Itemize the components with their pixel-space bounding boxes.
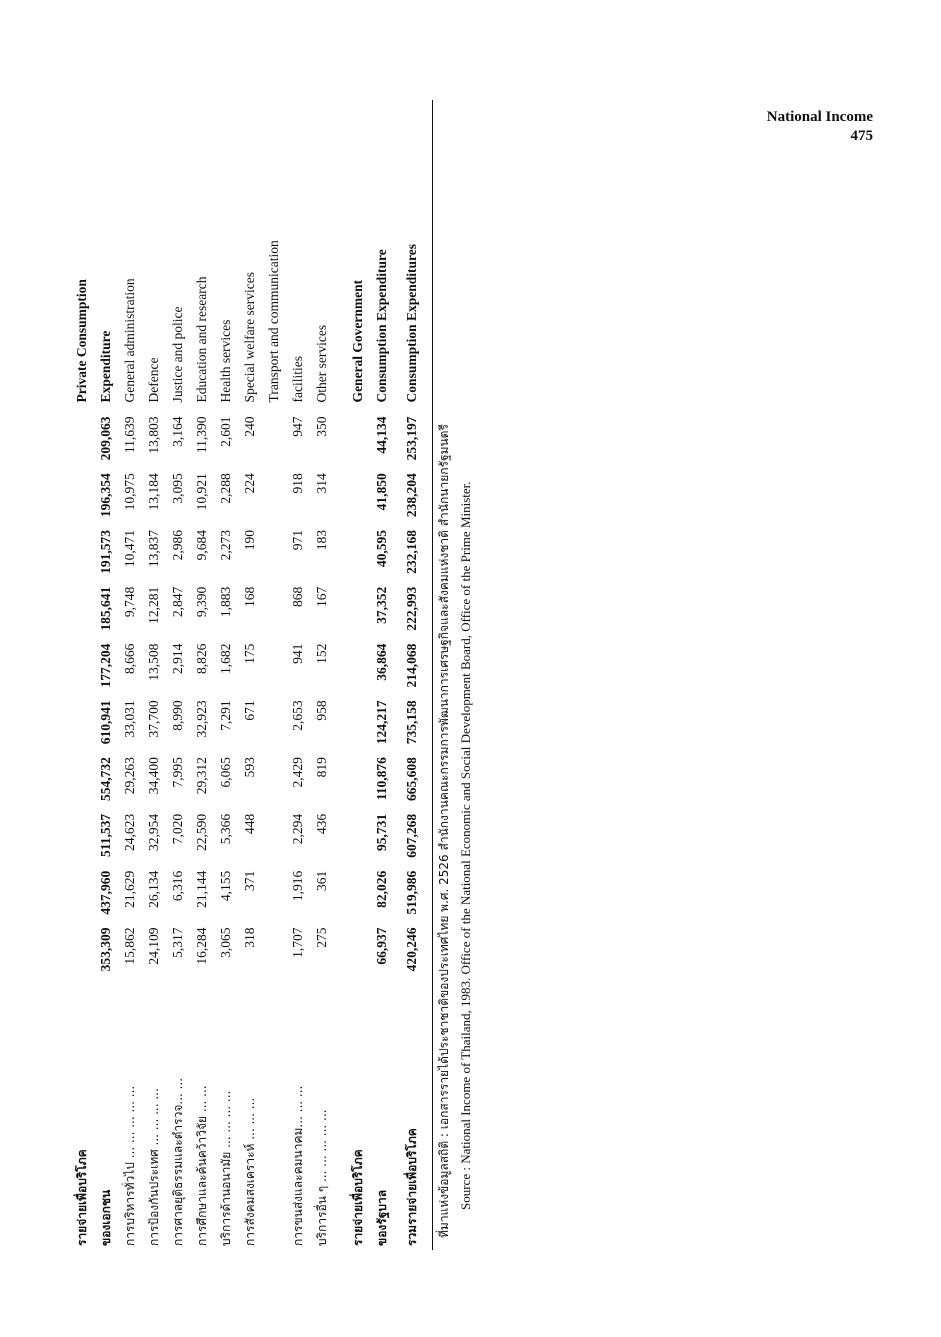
table-cell: 436 (314, 813, 329, 835)
table-cell: 11,639 (122, 416, 137, 454)
table-cell: 819 (314, 757, 329, 778)
table-cell: 222,993 (404, 586, 419, 631)
row-label-english: Private Consumption (74, 279, 89, 403)
table-cell: 9,748 (122, 586, 137, 618)
table-row (286, 100, 310, 1250)
table-cell (262, 867, 286, 924)
table-cell: 2,273 (218, 530, 233, 561)
table-cell: 185,641 (98, 586, 113, 631)
table-cell: 13,184 (146, 473, 161, 511)
table-cell: 610,941 (98, 700, 113, 745)
table-row (70, 100, 94, 1250)
table-cell: 29,312 (194, 757, 209, 795)
row-label-thai: การสังคมสงเคราะห์ ... ... ... (242, 1097, 257, 1246)
table-row (262, 100, 286, 1250)
table-cell: 361 (314, 870, 329, 891)
table-cell (262, 810, 286, 867)
table-row (94, 100, 118, 1250)
table-cell: 665,608 (404, 757, 419, 801)
table-row (190, 100, 214, 1250)
table-row (118, 100, 142, 1250)
spacer-row (334, 100, 346, 1250)
table-cell: 37,352 (374, 586, 389, 624)
table-cell: 177,204 (98, 643, 113, 688)
table-cell: 554,732 (98, 757, 113, 801)
table-cell (346, 412, 370, 469)
table-cell: 593 (242, 757, 257, 778)
table-cell: 9,390 (194, 586, 209, 618)
table-cell (70, 640, 94, 697)
table-cell: 1,883 (218, 586, 233, 618)
table-cell: 9,684 (194, 530, 209, 561)
table-row (142, 100, 166, 1250)
row-label-thai: การบริหารทั่วไป ... ... ... ... ... (122, 1085, 137, 1246)
table-cell: 314 (314, 473, 329, 494)
table-cell: 224 (242, 473, 257, 494)
table-cell (346, 696, 370, 753)
table-cell: 190 (242, 530, 257, 551)
table-cell: 868 (290, 586, 305, 608)
row-label-thai: บริการอื่น ๆ ... ... ... ... ... (314, 1109, 329, 1246)
table-row (370, 100, 394, 1250)
table-cell (70, 412, 94, 469)
table-cell: 12,281 (146, 586, 161, 624)
table-cell: 275 (314, 927, 329, 948)
table-cell (70, 867, 94, 924)
table-cell (346, 867, 370, 924)
table-cell: 33,031 (122, 700, 137, 738)
table-cell: 2,294 (290, 813, 305, 845)
table-cell (262, 412, 286, 469)
row-label-english: Education and research (194, 276, 209, 403)
row-label-english: Expenditure (98, 330, 113, 403)
table-cell: 4,155 (218, 870, 233, 902)
table-row (238, 100, 262, 1250)
table-cell: 24,623 (122, 813, 137, 852)
table-cell: 175 (242, 643, 257, 664)
row-label-thai (262, 980, 286, 1250)
table-cell: 41,850 (374, 473, 389, 511)
table-cell (346, 923, 370, 980)
table-cell: 29,263 (122, 757, 137, 795)
row-label-thai: การขนส่งและคมนาคม... ... ... (290, 1085, 305, 1246)
table-cell (70, 469, 94, 526)
table-cell: 124,217 (374, 700, 389, 745)
table-cell: 6,065 (218, 757, 233, 788)
table-cell (346, 469, 370, 526)
running-title: National Income (766, 109, 873, 125)
table-body (70, 100, 424, 1250)
table-cell: 21,144 (194, 870, 209, 908)
table-cell: 350 (314, 416, 329, 437)
table-row (346, 100, 370, 1250)
row-label-english: Defence (146, 357, 161, 403)
table-cell: 13,508 (146, 643, 161, 681)
row-label-english: Justice and police (170, 306, 185, 403)
table-cell: 40,595 (374, 530, 389, 568)
table-row (310, 100, 334, 1250)
table-cell: 947 (290, 416, 305, 437)
table-cell: 2,986 (170, 530, 185, 561)
table-cell (70, 753, 94, 810)
footnote-thai: ที่มาแห่งข้อมูลสถิติ : เอกสารรายได้ประชาชาติของประเทศไทย พ.ศ. 2526 สำนักงานคณะกรรมการพัฒนาการเศรษฐกิจและสังคมแห่งชาติ สำนักนายกรัฐมนตรี (437, 424, 451, 1238)
table-cell (262, 696, 286, 753)
table-cell: 8,990 (170, 700, 185, 731)
table-cell: 318 (242, 927, 257, 948)
row-label-english: Consumption Expenditure (374, 249, 389, 403)
table-row (214, 100, 238, 1250)
table-cell: 22,590 (194, 813, 209, 852)
row-label-thai: บริการด้านอนามัย ... ... ... ... (218, 1090, 233, 1246)
table-row (166, 100, 190, 1250)
table-cell: 11,390 (194, 416, 209, 454)
table-cell: 36,864 (374, 643, 389, 681)
table-cell: 7,291 (218, 700, 233, 731)
table-cell: 24,109 (146, 927, 161, 965)
row-label-thai: รายจ่ายเพื่อบริโภค (350, 1149, 365, 1246)
footnote-english: Source : National Income of Thailand, 1983. Office of the National Economic and Social Development Board, Office of the Prime Minister. (458, 481, 473, 1210)
table-cell (262, 526, 286, 583)
table-cell (346, 640, 370, 697)
table-cell: 3,164 (170, 416, 185, 447)
table-cell: 8,826 (194, 643, 209, 674)
table-cell: 82,026 (374, 870, 389, 908)
table-cell: 3,095 (170, 473, 185, 504)
table-cell: 167 (314, 586, 329, 608)
table-cell: 2,914 (170, 643, 185, 674)
table-cell: 10,471 (122, 530, 137, 568)
table-cell: 353,309 (98, 927, 113, 972)
table-cell (262, 753, 286, 810)
table-cell: 2,429 (290, 757, 305, 788)
table-cell: 10,921 (194, 473, 209, 511)
table-cell (70, 696, 94, 753)
table-cell: 918 (290, 473, 305, 494)
table-cell: 168 (242, 586, 257, 608)
row-label-thai: ของเอกชน (98, 1189, 113, 1246)
row-label-thai: รายจ่ายเพื่อบริโภค (74, 1149, 89, 1246)
table-cell: 110,876 (374, 757, 389, 801)
table-cell: 3,065 (218, 927, 233, 958)
table-cell: 511,537 (98, 813, 113, 858)
table-cell: 7,020 (170, 813, 185, 845)
rotated-content (70, 100, 590, 1250)
table-cell: 2,601 (218, 416, 233, 447)
row-label-thai: การป้องกันประเทศ ... ... ... ... (146, 1088, 161, 1246)
row-label-thai: ของรัฐบาล (374, 1189, 389, 1246)
table-cell: 971 (290, 530, 305, 551)
table-cell: 13,837 (146, 530, 161, 568)
table-cell: 437,960 (98, 870, 113, 915)
table-cell (70, 810, 94, 867)
table-cell: 448 (242, 813, 257, 835)
table-cell: 21,629 (122, 870, 137, 908)
table-cell: 32,923 (194, 700, 209, 738)
table-cell (346, 810, 370, 867)
table-cell: 238,204 (404, 473, 419, 518)
page-header (767, 108, 873, 146)
table-cell: 7,995 (170, 757, 185, 788)
table-cell (70, 526, 94, 583)
row-label-english: Consumption Expenditures (404, 244, 419, 403)
table-cell: 958 (314, 700, 329, 721)
table-cell: 32,954 (146, 813, 161, 852)
table-cell: 37,700 (146, 700, 161, 738)
table-cell (262, 640, 286, 697)
table-cell: 191,573 (98, 530, 113, 574)
table-cell: 2,653 (290, 700, 305, 731)
row-label-english: Other services (314, 324, 329, 403)
table-cell (262, 469, 286, 526)
table-cell: 95,731 (374, 813, 389, 852)
row-label-thai: การศาลยุติธรรมและตำรวจ... ... (170, 1077, 185, 1246)
table-cell: 26,134 (146, 870, 161, 908)
row-label-english: Special welfare services (242, 272, 257, 403)
table-cell: 5,366 (218, 813, 233, 845)
row-label-english: General administration (122, 278, 137, 403)
table-cell: 1,916 (290, 870, 305, 902)
table-cell: 1,682 (218, 643, 233, 674)
table-cell (70, 583, 94, 640)
table-cell: 209,063 (98, 416, 113, 461)
table-cell (70, 923, 94, 980)
table-cell: 941 (290, 643, 305, 664)
table-cell (262, 923, 286, 980)
table-cell: 10,975 (122, 473, 137, 511)
table-row (394, 100, 424, 1250)
table-cell: 2,288 (218, 473, 233, 504)
table-cell: 240 (242, 416, 257, 437)
table-cell (346, 583, 370, 640)
consumption-table (70, 100, 424, 1250)
table-cell: 371 (242, 870, 257, 891)
row-label-english: General Government (350, 279, 365, 403)
table-cell: 607,268 (404, 813, 419, 858)
table-cell: 6,316 (170, 870, 185, 902)
row-label-english: Transport and communication (266, 240, 281, 403)
row-label-english: Health services (218, 319, 233, 403)
table-cell: 1,707 (290, 927, 305, 958)
table-cell: 34,400 (146, 757, 161, 795)
table-cell: 13,803 (146, 416, 161, 454)
table-cell: 44,134 (374, 416, 389, 454)
row-label-thai: รวมรายจ่ายเพื่อบริโภค (404, 1128, 419, 1246)
page-number: 475 (850, 128, 873, 144)
table-cell: 183 (314, 530, 329, 551)
table-cell (262, 583, 286, 640)
table-cell: 196,354 (98, 473, 113, 518)
table-cell: 152 (314, 643, 329, 664)
table-cell: 5,317 (170, 927, 185, 958)
table-cell: 8,666 (122, 643, 137, 674)
table-cell: 671 (242, 700, 257, 721)
table-cell: 420,246 (404, 927, 419, 972)
table-cell: 214,068 (404, 643, 419, 688)
table-cell: 253,197 (404, 416, 419, 461)
table-cell: 2,847 (170, 586, 185, 618)
row-label-english: facilities (290, 355, 305, 403)
row-label-thai: การศึกษาและค้นคว้าวิจัย ... ... (194, 1085, 209, 1246)
table-cell: 66,937 (374, 927, 389, 965)
table-cell (346, 526, 370, 583)
table-cell: 16,284 (194, 927, 209, 965)
table-cell: 15,862 (122, 927, 137, 965)
table-cell: 735,158 (404, 700, 419, 745)
table-cell: 519,986 (404, 870, 419, 915)
table-cell (346, 753, 370, 810)
table-cell: 232,168 (404, 530, 419, 574)
